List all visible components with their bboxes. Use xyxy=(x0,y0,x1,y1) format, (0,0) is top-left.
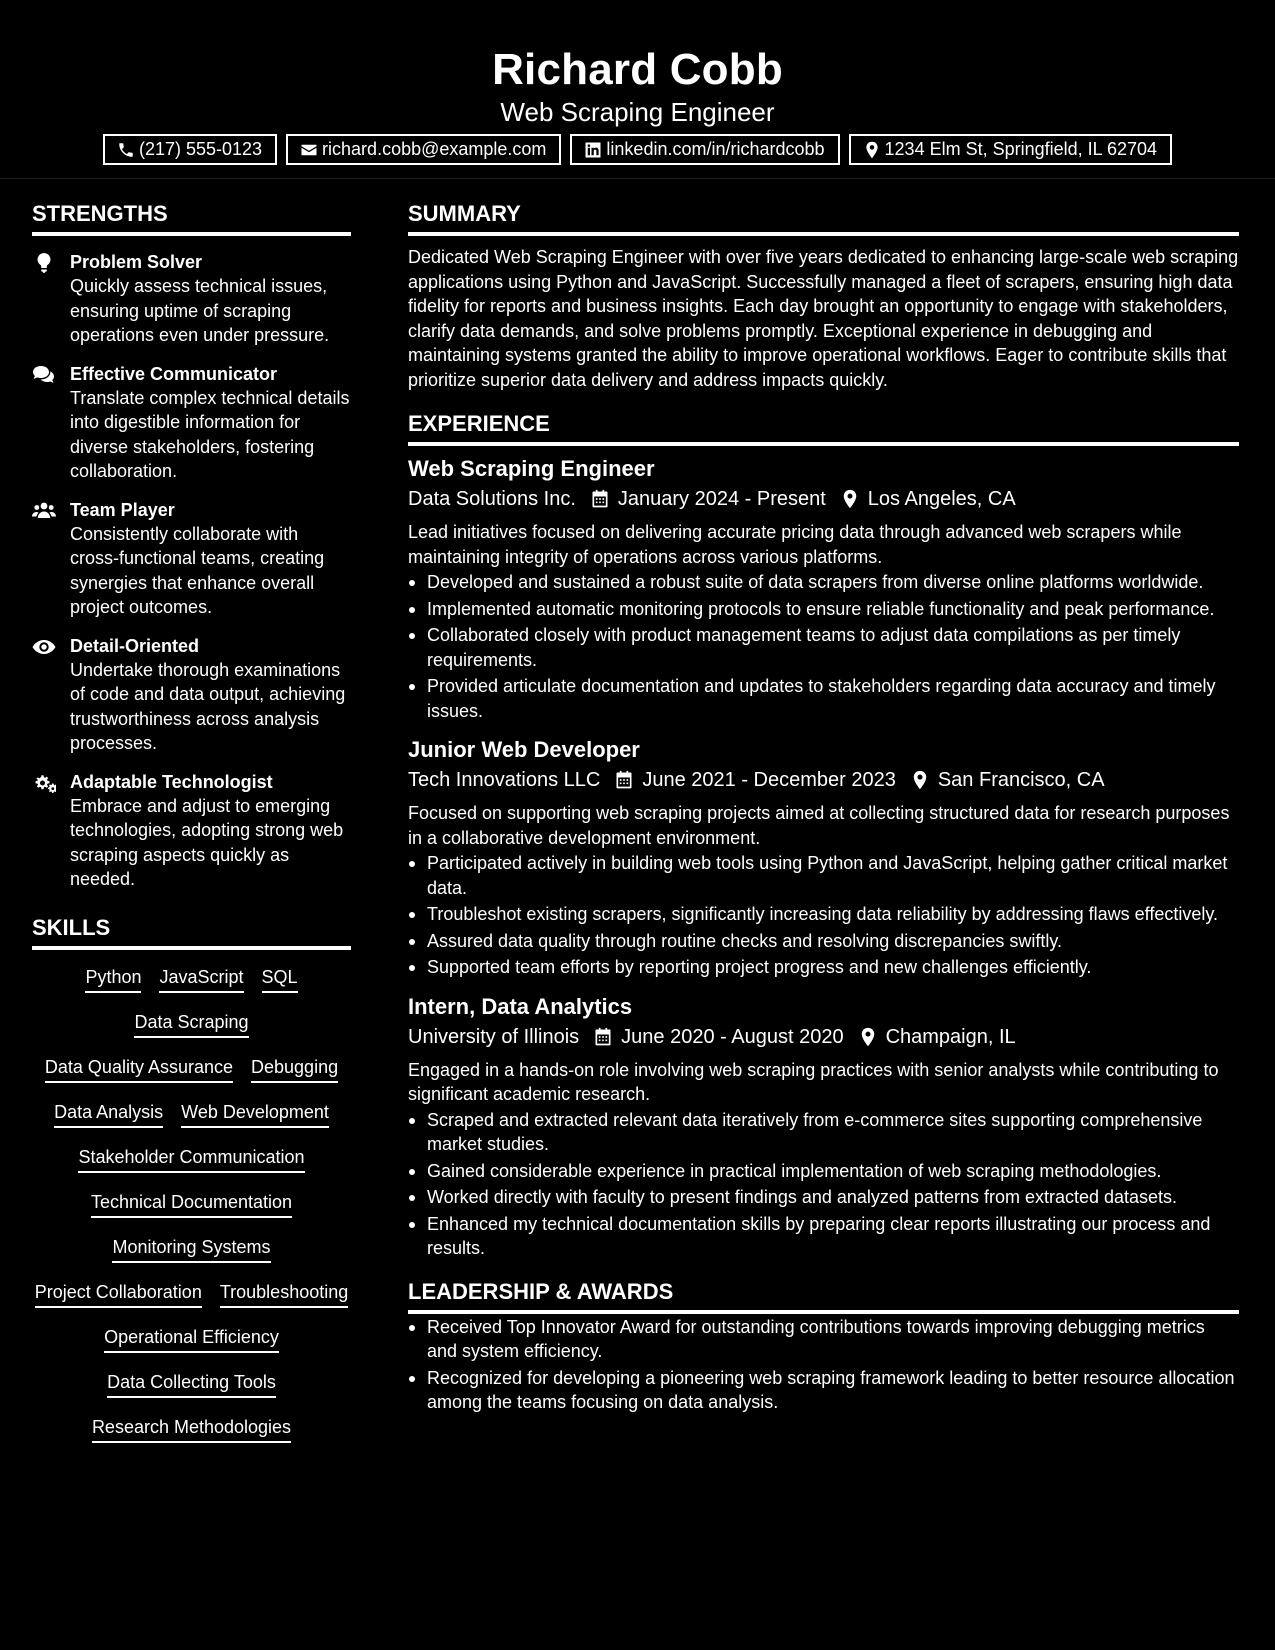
calendar-icon xyxy=(614,770,634,790)
job-description: Focused on supporting web scraping projects aimed at collecting structured data for research purposes in a collaborative development environment. xyxy=(408,803,1230,848)
map-marker-icon xyxy=(840,489,860,509)
bullet-item: Scraped and extracted relevant data iteratively from e-commerce sites supporting comprehensive market studies. xyxy=(408,1108,1239,1157)
candidate-name: Richard Cobb xyxy=(492,45,783,94)
bullet-item: Collaborated closely with product management teams to adjust data compilations as per timely requirements. xyxy=(408,623,1239,672)
skill-tag: Operational Efficiency xyxy=(104,1325,279,1353)
strength-title: Adaptable Technologist xyxy=(70,771,273,792)
job-description: Lead initiatives focused on delivering accurate pricing data through advanced web scrapers while maintaining integrity of operations across various platforms. xyxy=(408,522,1182,567)
strength-desc: Embrace and adjust to emerging technologies, adopting strong web scraping aspects quickly as needed. xyxy=(70,795,344,889)
award-item: Received Top Innovator Award for outstanding contributions towards improving debugging metrics and system efficiency. xyxy=(408,1315,1239,1364)
strength-desc: Undertake thorough examinations of code and data output, achieving trustworthiness across analysis processes. xyxy=(70,659,346,753)
job-company: University of Illinois xyxy=(408,1025,580,1048)
eye-icon xyxy=(32,637,56,657)
map-marker-icon xyxy=(858,1027,878,1047)
calendar-icon xyxy=(593,1027,613,1047)
comments-icon xyxy=(32,365,56,385)
job-dates: January 2024 - Present xyxy=(617,488,826,510)
map-marker-icon xyxy=(863,141,881,159)
job-bullets xyxy=(408,1108,1239,1261)
bullet-item: Participated actively in building web tools using Python and JavaScript, helping gather critical market data. xyxy=(408,851,1239,900)
job-entry xyxy=(408,455,1239,723)
job-dates: June 2020 - August 2020 xyxy=(621,1025,844,1048)
lightbulb-icon xyxy=(32,253,56,273)
skills-heading: SKILLS xyxy=(32,914,351,950)
contact-phone-text: (217) 555-0123 xyxy=(138,139,263,159)
gears-icon xyxy=(32,773,56,793)
job-bullets xyxy=(408,851,1239,980)
bullet-item: Enhanced my technical documentation skills by preparing clear reports illustrating our process and results. xyxy=(408,1212,1239,1261)
linkedin-icon xyxy=(584,141,602,159)
contact-phone[interactable] xyxy=(103,134,277,165)
bullet-item: Provided articulate documentation and updates to stakeholders regarding data accuracy and timely issues. xyxy=(408,674,1239,723)
bullet-item: Developed and sustained a robust suite of data scrapers from diverse online platforms worldwide. xyxy=(408,570,1239,595)
job-dates: June 2021 - December 2023 xyxy=(642,769,896,791)
skill-tag: JavaScript xyxy=(159,965,243,993)
strength-item xyxy=(32,250,351,348)
job-location: Champaign, IL xyxy=(885,1025,1016,1048)
skill-tag: Monitoring Systems xyxy=(112,1235,270,1263)
bullet-item: Implemented automatic monitoring protocols to ensure reliable functionality and peak performance. xyxy=(408,597,1239,622)
contact-email[interactable] xyxy=(286,134,561,165)
skill-tag: Data Quality Assurance xyxy=(45,1055,233,1083)
strength-title: Team Player xyxy=(70,499,175,520)
contact-address-text: 1234 Elm St, Springfield, IL 62704 xyxy=(884,139,1158,159)
job-title: Junior Web Developer xyxy=(408,737,640,762)
users-icon xyxy=(32,501,56,521)
awards-heading: LEADERSHIP & AWARDS xyxy=(408,1278,1239,1314)
bullet-item: Troubleshot existing scrapers, significantly increasing data reliability by addressing flaws effectively. xyxy=(408,902,1239,927)
skill-tag: Debugging xyxy=(251,1055,338,1083)
skill-tag: Troubleshooting xyxy=(220,1280,348,1308)
contact-address[interactable] xyxy=(849,134,1173,165)
job-entry xyxy=(408,736,1239,980)
strength-item xyxy=(32,498,351,620)
job-bullets xyxy=(408,570,1239,723)
strength-desc: Consistently collaborate with cross-functional teams, creating synergies that enhance overall project outcomes. xyxy=(70,523,325,617)
bullet-item: Supported team efforts by reporting project progress and new challenges efficiently. xyxy=(408,955,1239,980)
experience-heading: EXPERIENCE xyxy=(408,410,1239,446)
skill-tag: Data Analysis xyxy=(54,1100,163,1128)
strength-desc: Quickly assess technical issues, ensuring uptime of scraping operations even under pressure. xyxy=(70,276,330,345)
resume-header xyxy=(0,0,1275,179)
right-column xyxy=(408,200,1239,1417)
strengths-list xyxy=(32,250,351,892)
summary-text: Dedicated Web Scraping Engineer with over five years dedicated to enhancing large-scale web scraping applications using Python and JavaScript. Successfully managed a fleet of scrapers, ensuring high data fidelity for reports and business insights. Each day brought an opportunity to engage with stakeholders, clarify data demands, and solve problems promptly. Exceptional experience in debugging and maintaining systems granted the ability to improve operational workflows. Eager to contribute skills that prioritize superior data delivery and address impacts quickly. xyxy=(408,247,1239,390)
job-location: Los Angeles, CA xyxy=(867,488,1016,510)
skill-tag: Project Collaboration xyxy=(35,1280,202,1308)
job-title: Intern, Data Analytics xyxy=(408,993,633,1019)
strength-title: Effective Communicator xyxy=(70,363,278,384)
skill-tag: Research Methodologies xyxy=(92,1415,291,1443)
strengths-heading: STRENGTHS xyxy=(32,200,351,236)
strength-title: Detail-Oriented xyxy=(70,635,200,656)
left-column xyxy=(32,200,351,1443)
job-meta xyxy=(408,1024,1239,1050)
bullet-item: Assured data quality through routine checks and resolving discrepancies swiftly. xyxy=(408,929,1239,954)
contact-email-text: richard.cobb@example.com xyxy=(322,139,547,159)
envelope-icon xyxy=(300,141,318,159)
job-company: Tech Innovations LLC xyxy=(408,769,601,791)
bullet-item: Worked directly with faculty to present findings and analyzed patterns from extracted datasets. xyxy=(408,1185,1239,1210)
skill-tag: Data Scraping xyxy=(134,1010,248,1038)
job-company: Data Solutions Inc. xyxy=(408,488,576,510)
bullet-item: Gained considerable experience in practical implementation of web scraping methodologies. xyxy=(408,1159,1239,1184)
skill-tag: Technical Documentation xyxy=(91,1190,292,1218)
skill-tag: Data Collecting Tools xyxy=(107,1370,276,1398)
strength-item xyxy=(32,362,351,484)
contact-linkedin[interactable] xyxy=(570,134,839,165)
job-meta xyxy=(408,486,1239,512)
phone-icon xyxy=(117,141,135,159)
summary-heading: SUMMARY xyxy=(408,200,1239,236)
job-location: San Francisco, CA xyxy=(937,769,1105,791)
map-marker-icon xyxy=(910,770,930,790)
skill-tag: Web Development xyxy=(181,1100,329,1128)
job-entry xyxy=(408,993,1239,1261)
job-description: Engaged in a hands-on role involving web scraping practices with senior analysts while contributing to significant academic research. xyxy=(408,1059,1219,1104)
calendar-icon xyxy=(590,489,610,509)
job-title: Web Scraping Engineer xyxy=(408,456,655,481)
award-item: Recognized for developing a pioneering web scraping framework leading to better resource allocation among the teams focusing on data analysis. xyxy=(408,1366,1239,1415)
strength-title: Problem Solver xyxy=(70,252,203,272)
job-meta xyxy=(408,767,1239,793)
candidate-title: Web Scraping Engineer xyxy=(500,97,775,127)
contact-linkedin-text: linkedin.com/in/richardcobb xyxy=(606,139,825,159)
strength-item xyxy=(32,634,351,756)
skill-tag: Stakeholder Communication xyxy=(78,1145,304,1173)
awards-list xyxy=(408,1315,1239,1415)
skill-tag: Python xyxy=(85,965,141,993)
skill-tag: SQL xyxy=(262,965,298,993)
strength-desc: Translate complex technical details into digestible information for diverse stakeholders, fostering collaboration. xyxy=(70,387,350,481)
contact-bar xyxy=(0,134,1275,165)
skills-list xyxy=(32,965,351,1443)
strength-item xyxy=(32,770,351,892)
